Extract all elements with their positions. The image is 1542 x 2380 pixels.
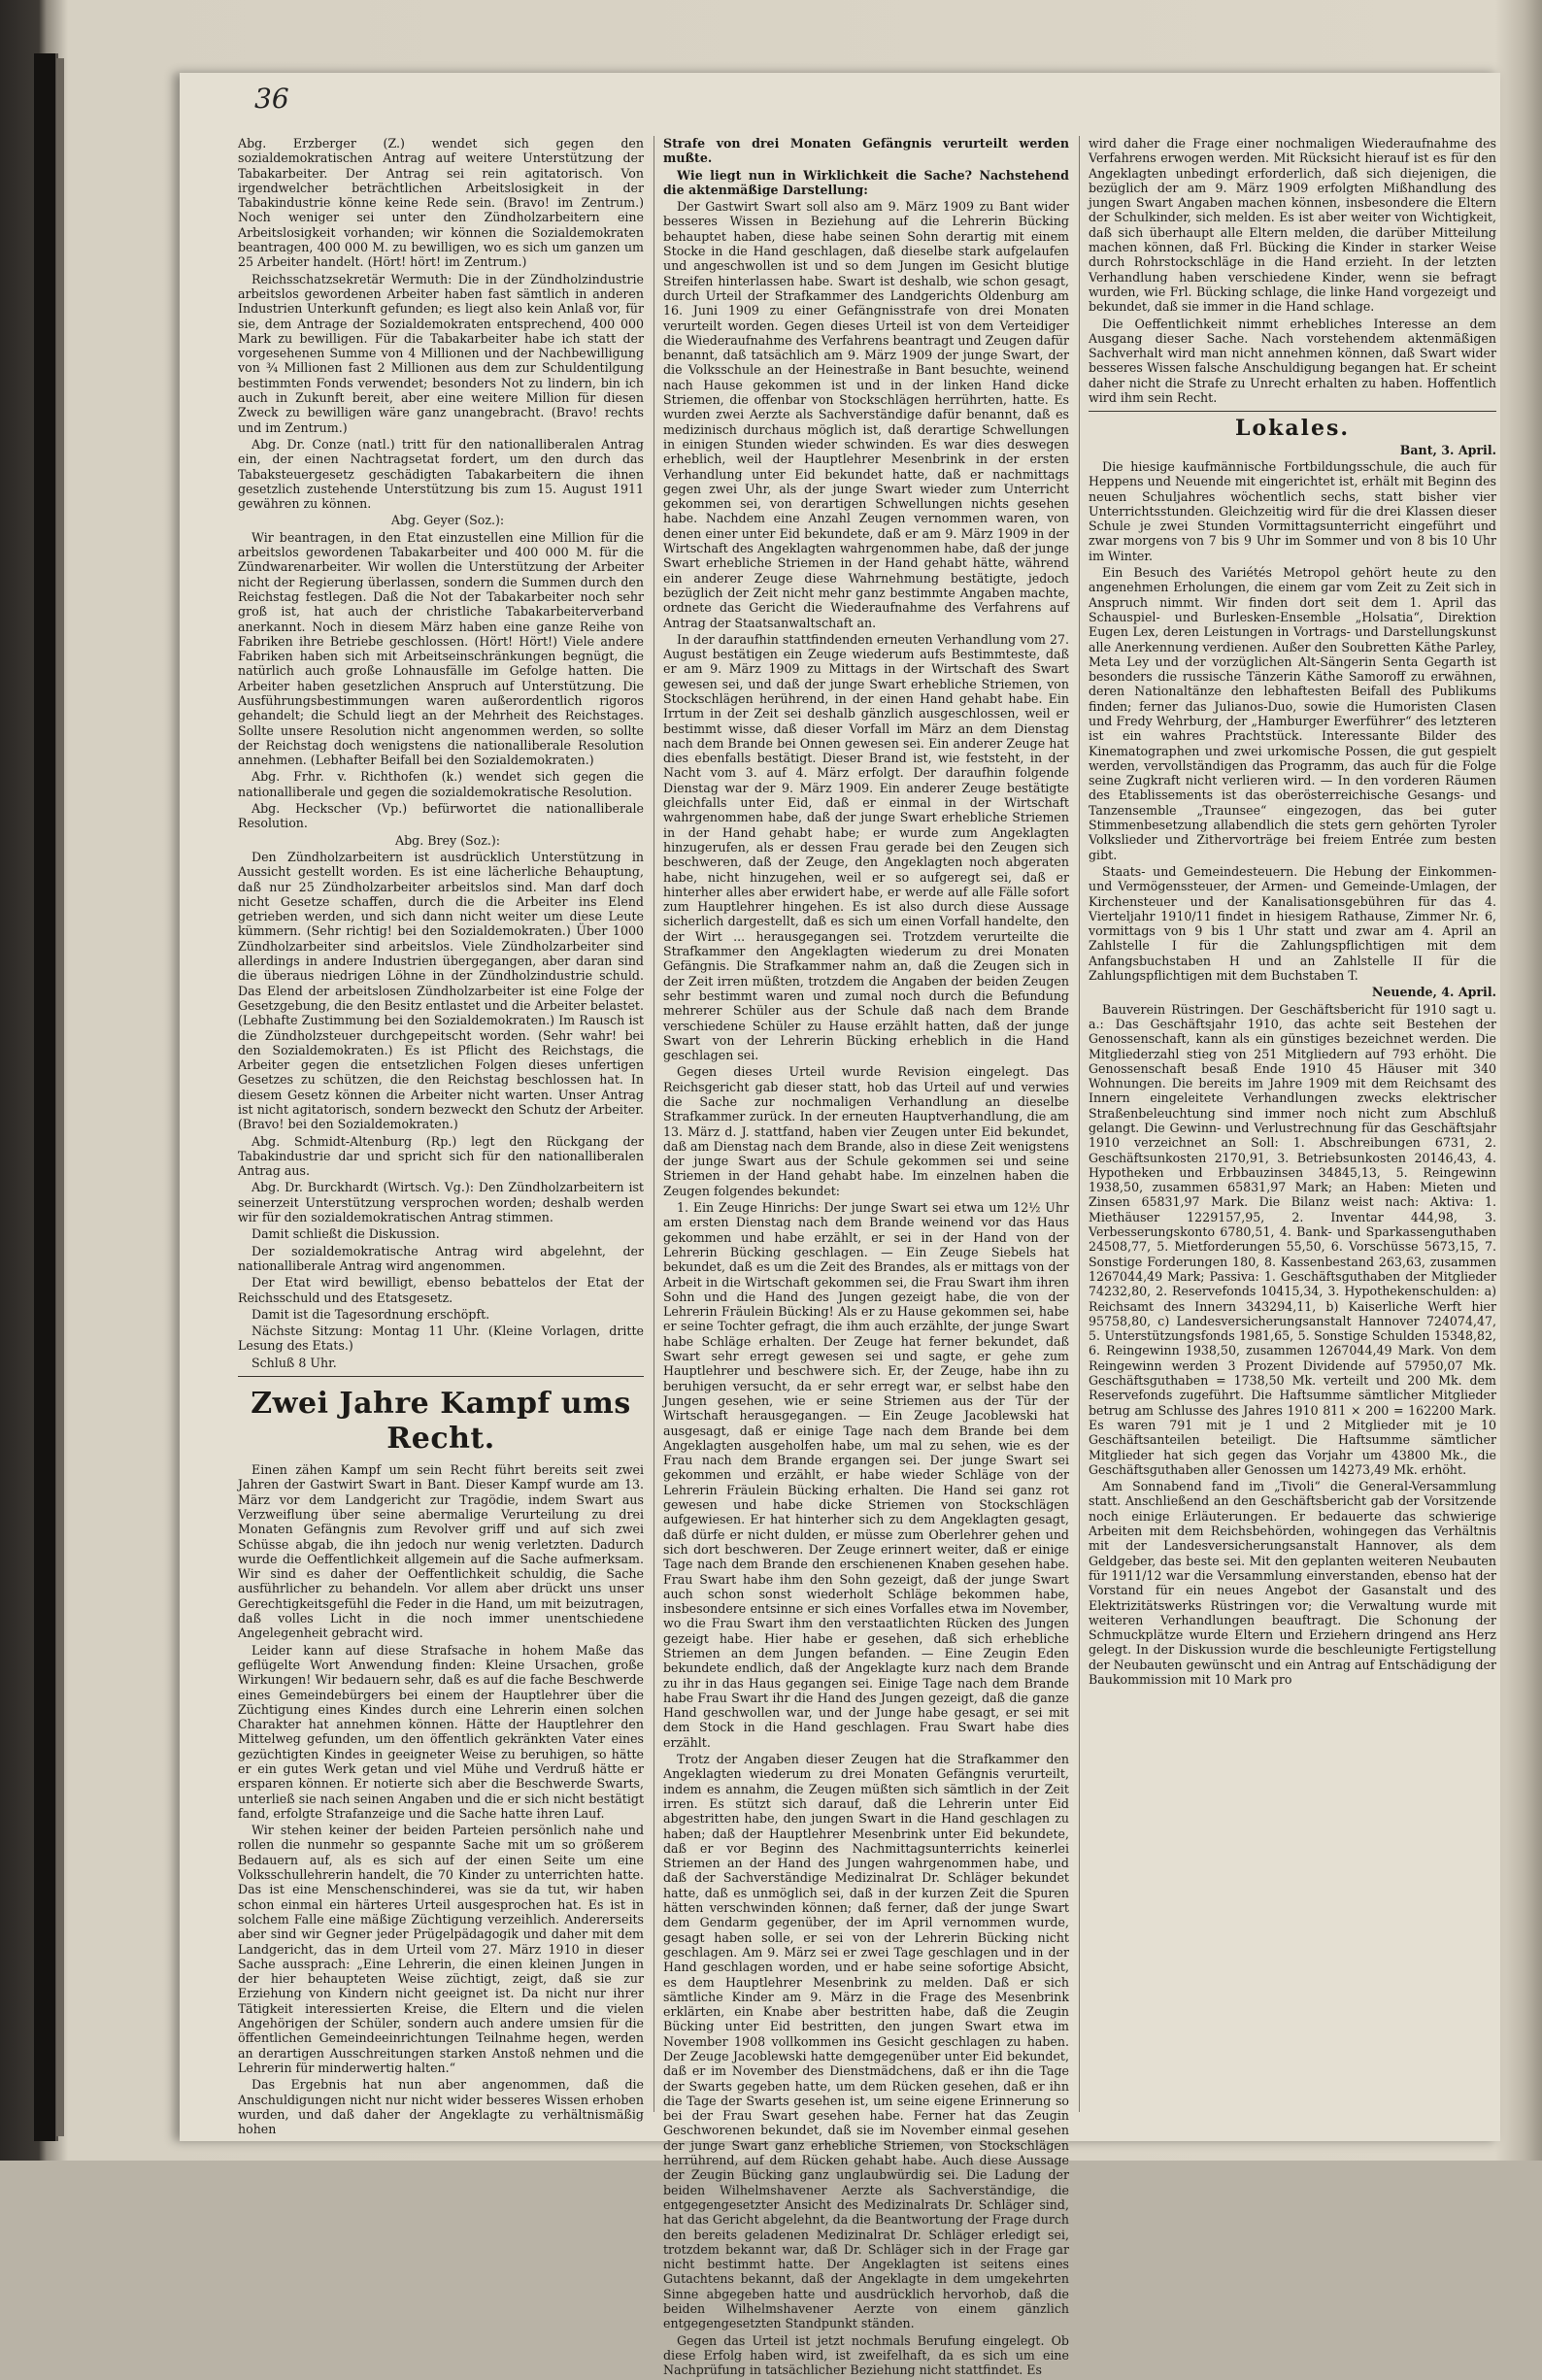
paragraph: Damit schließt die Diskussion.: [251, 1226, 440, 1242]
paragraph: Reichsschatzsekretär Wermuth: Die in der Zündholzindustrie arbeitslos gewordenen Arbeiter haben fast sämtlich in anderen Industrien Unterkunft gefunden; es liegt also kein Anlaß vor, für sie, dem Antrage der Sozialdemokraten entsprechend, 400 000 Mark zu bewilligen. Für die Tabakarbeiter habe ich statt der vorgesehenen Summe von 4 Millionen und der Nachbewilligung von ¾ Millionen fast 2 Millionen aus dem zur Schuldentilgung bestimmten Fonds verwendet; besonders Not zu lindern, bin ich auch in Zukunft bereit, aber eine weitere Million für diesen Zweck zu bewilligen wäre ganz unangebracht. (Bravo! rechts und im Zentrum.): [238, 271, 644, 435]
dateline: Neuende, 4. April.: [1371, 985, 1496, 1000]
speaker-line: Abg. Brey (Soz.):: [395, 832, 500, 848]
paragraph: Staats- und Gemeindesteuern. Die Hebung der Einkommen- und Vermögenssteuer, der Armen- und Gemeinde-Umlagen, der Kirchensteuer und der Kanalisationsgebühren für das 4. Vierteljahr 1910/11 findet in hiesigem Rathause, Zimmer Nr. 6, vormittags von 9 bis 1 Uhr statt und zwar am 4. April an Zahlstelle I für die Zahlungspflichtigen mit dem Anfangsbuchstaben H und an Zahlstelle II für die Zahlungspflichtigen mit dem Buchstaben T.: [1089, 863, 1496, 984]
column-1: [238, 136, 644, 2138]
paragraph: In der daraufhin stattfindenden erneuten Verhandlung vom 27. August bestätigen ein Zeuge wiederum aufs Bestimmteste, daß er am 9. März 1909 zu Mittags in der Wirtschaft des Swart gewesen sei, und daß der junge Swart erhebliche Striemen, von Stockschlägen herührend, in der einen Hand gehabt habe. Ein Irrtum in der Zeit sei deshalb gänzlich ausgeschlossen, weil er bestimmt wisse, daß dieser Vorfall im März an dem Dienstag nach dem Brande bei Onnen gewesen sei. Ein anderer Zeuge hat dies ebenfalls bestätigt. Dieser Brand ist, wie feststeht, in der Nacht vom 3. auf 4. März erfolgt. Der daraufhin folgende Dienstag war der 9. März 1909. Ein anderer Zeuge bestätigte gleichfalls unter Eid, daß er einmal in der Wirtschaft wahrgenommen habe, daß der junge Swart erhebliche Striemen in der Hand gehabt habe; er wurde zum Angeklagten hinzugerufen, als er dessen Frau gerade bei den Zeugen sich beschweren, daß der Zeuge, den Angeklagten noch abgeraten habe, nicht hinzugehen, weil er so aufgeregt sei, daß er hinterher alles aber erwidert habe, er werde auf alle Fälle sofort zum Hauptlehrer hingehen. Es ist also durch diese Aussage sicherlich dargestellt, daß es sich um einen Vorfall handelte, den der Wirt ... herausgegangen sei. Trotzdem verurteilte die Strafkammer den Angeklagten wiederum zu drei Monaten Gefängnis. Die Strafkammer nahm an, daß die Zeugen sich in der Zeit irren müßten, trotzdem die Angaben der beiden Zeugen sehr bestimmt waren und zumal noch durch die Befundung mehrerer Schüler aus der Schule daß nach dem Brande verschiedene Schüler zu Hause erzählt hatten, daß der junge Swart von der Lehrerin Bücking erheblich in die Hand geschlagen sei.: [663, 631, 1069, 1063]
paragraph: Die hiesige kaufmännische Fortbildungsschule, die auch für Heppens und Neuende mit eingerichtet ist, erhält mit Beginn des neuen Schuljahres wöchentlich sechs, statt bisher vier Unterrichtsstunden. Gleichzeitig wird für die drei Klassen dieser Schule je zwei Stunden Vormittagsunterricht eingeführt und zwar morgens von 7 bis 9 Uhr im Sommer und von 8 bis 10 Uhr im Winter.: [1089, 458, 1496, 563]
divider: [238, 1376, 644, 1377]
paragraph: Am Sonnabend fand im „Tivoli“ die General-Versammlung statt. Anschließend an den Geschäftsbericht gab der Vorsitzende noch einige Erläuterungen. Er bedauerte das schwierige Arbeiten mit dem Reichsbehörden, wohingegen das Verhältnis mit der Landesversicherungsanstalt Hannover, als dem Geldgeber, das beste sei. Mit den geplanten weiteren Neubauten für 1911/12 war die Versammlung einverstanden, ebenso hat der Vorstand für ein neues Angebot der Gasanstalt und des Elektrizitätswerks Rüstringen vor; die Verwaltung wurde mit weiteren Verhandlungen beauftragt. Die Schonung der Schmuckplätze wurde Eltern und Erziehern dringend ans Herz gelegt. In der Diskussion wurde die beschleunigte Fertigstellung der Neubauten gewünscht und ein Antrag auf Entschädigung der Baukommission mit 10 Mark pro: [1089, 1479, 1496, 1687]
paragraph: Das Ergebnis hat nun aber angenommen, daß die Anschuldigungen nicht nur nicht wider besseres Wissen erhoben wurden, und daß daher der Angeklagte zu verhältnismäßig hohen: [238, 2077, 644, 2137]
paragraph: Der Gastwirt Swart soll also am 9. März 1909 zu Bant wider besseres Wissen in Beziehung auf die Lehrerin Bücking behauptet haben, diese habe seinen Sohn derartig mit einem Stocke in die Hand geschlagen, daß dieselbe stark aufgelaufen und angeschwollen ist und so dem Jungen im Gesicht blutige Streifen hinterlassen habe. Swart ist deshalb, wie schon gesagt, durch Urteil der Strafkammer des Landgerichts Oldenburg am 16. Juni 1909 zu einer Gefängnisstrafe von drei Monaten verurteilt worden. Gegen dieses Urteil ist von dem Verteidiger die Wiederaufnahme des Verfahrens beantragt und Zeugen dafür benannt, daß tatsächlich am 9. März 1909 der junge Swart, der die Volksschule an der Heinestraße in Bant besuchte, weinend nach Hause gekommen ist und in der linken Hand dicke Striemen, die offenbar von Stockschlägen herrührten, hatte. Es wurden zwei Aerzte als Sachverständige dafür benannt, daß es medizinisch durchaus möglich ist, daß derartige Schwellungen in einigen Stunden wieder schwinden. Es war dies deswegen erheblich, weil der Hauptlehrer Mesenbrink in der ersten Verhandlung unter Eid bekundet hatte, daß er nachmittags gegen zwei Uhr, als der junge Swart wieder zum Unterricht gekommen sei, von derartigen Schwellungen nichts gesehen habe. Nachdem eine Anzahl Zeugen vernommen waren, von denen einer unter Eid bekundete, daß er am 9. März 1909 in der Wirtschaft des Angeklagten wahrgenommen habe, daß der junge Swart erhebliche Striemen in der Hand gehabt hätte, während ein anderer Zeuge diese Wahrnehmung bestätigte, jedoch bezüglich der Zeit nicht mehr ganz bestimmte Angaben machte, ordnete das Gericht die Wiederaufnahme des Verfahrens auf Antrag der Staatsanwaltschaft an.: [663, 199, 1069, 630]
paragraph: Leider kann auf diese Strafsache in hohem Maße das geflügelte Wort Anwendung finden: Kleine Ursachen, große Wirkungen! Wir bedauern sehr, daß es auf die fache Beschwerde eines Gemeindebürgers bei einem der Hauptlehrer über die Züchtigung eines Kindes durch eine Lehrerin einen solchen Charakter hat annehmen können. Hätte der Hauptlehrer den Mittelweg gefunden, um den öffentlich gekränkten Vater eines gezüchtigten Kindes in geeigneter Weise zu beruhigen, so hätte er ein gutes Werk getan und viel Mühe und Verdruß hätte er ersparen können. Er notierte sich aber die Beschwerde Swarts, unterließ sie nach seinen Angaben und die er sich nicht bestätigt fand, erfolgte Strafanzeige und die Sache hatte ihren Lauf.: [238, 1642, 644, 1821]
column-3: [1089, 136, 1496, 1689]
paragraph: Schluß 8 Uhr.: [251, 1355, 337, 1370]
paragraph: Abg. Schmidt-Altenburg (Rp.) legt den Rückgang der Tabakindustrie dar und spricht sich für den nationalliberalen Antrag aus.: [238, 1133, 644, 1179]
divider: [1089, 411, 1496, 412]
book-binding: [34, 53, 58, 2141]
paragraph: Nächste Sitzung: Montag 11 Uhr. (Kleine Vorlagen, dritte Lesung des Etats.): [238, 1324, 644, 1354]
paragraph: Den Zündholzarbeitern ist ausdrücklich Unterstützung in Aussicht gestellt worden. Es ist eine lächerliche Behauptung, daß nur 25 Zündholzarbeiter arbeitslos sind. Man darf doch nicht Gesetze schaffen, durch die die Arbeiter ins Elend getrieben werden, und sich dann nicht weiter um diese Leute kümmern. (Sehr richtig! bei den Sozialdemokraten.) Über 1000 Zündholzarbeiter sind arbeitslos. Viele Zündholzarbeiter sind allerdings in andere Industrien übergegangen, aber daran sind die überaus niedrigen Löhne in der Zündholzindustrie schuld. Das Elend der arbeitslosen Zündholzarbeiter ist eine Folge der Gesetzgebung, die den Besitz entlastet und die Arbeiter belastet. (Lebhafte Zustimmung bei den Sozialdemokraten.) Im Rausch ist die Zündholzsteuer durchgepeitscht worden. (Sehr wahr! bei den Sozialdemokraten.) Es ist Pflicht des Reichstags, die Arbeiter gegen die entsetzlichen Folgen dieses unfertigen Gesetzes zu schützen, die den Reichstag beschlossen hat. In diesem Gesetz können die Arbeiter nicht warten. Unser Antrag ist nicht agitatorisch, sondern bezweckt den Schutz der Arbeiter. (Bravo! bei den Sozialdemokraten.): [238, 849, 644, 1132]
paragraph: Der sozialdemokratische Antrag wird abgelehnt, der nationalliberale Antrag wird angenommen.: [238, 1243, 644, 1273]
page-number: 36: [254, 83, 289, 115]
paragraph: wird daher die Frage einer nochmaligen Wiederaufnahme des Verfahrens erwogen werden. Mit Rücksicht hierauf ist es für den Angeklagten unbedingt erforderlich, daß sich diejenigen, die bezüglich der am 9. März 1909 erfolgten Mißhandlung des jungen Swart Angaben machen können, insbesondere die Eltern der Schulkinder, sich melden. Es ist aber weiter von Wichtigkeit, daß sich überhaupt alle Eltern melden, die darüber Mitteilung machen können, daß Frl. Bücking die Kinder in starker Weise durch Rohrstockschläge in die Hand erzieht. In der letzten Verhandlung haben verschiedene Kinder, wenn sie befragt wurden, wie Frl. Bücking schlage, die linke Hand vorgezeigt und bekundet, daß sie immer in die Hand schlage.: [1089, 136, 1496, 315]
paragraph: Wir beantragen, in den Etat einzustellen eine Million für die arbeitslos gewordenen Tabakarbeiter und 400 000 M. für die Zündwarenarbeiter. Wir wollen die Unterstützung der Arbeiter nicht der Regierung überlassen, sondern die Summen durch den Reichstag festlegen. Daß die Not der Tabakarbeiter noch sehr groß ist, hat auch der christliche Tabakarbeiterverband anerkannt. Noch in diesem März haben eine ganze Reihe von Fabriken ihre Betriebe geschlossen. (Hört! Hört!) Viele andere Fabriken haben sich mit Arbeitseinschränkungen begnügt, die natürlich auch große Lohnausfälle im Gefolge hatten. Die Arbeiter haben gesetzlichen Anspruch auf Unterstützung. Die Ausführungsbestimmungen waren außerordentlich rigoros gehandelt; die Schuld liegt an der Mehrheit des Reichstages. Sollte unsere Resolution nicht angenommen werden, so sollte der Reichstag doch wenigstens die nationalliberale Resolution annehmen. (Lebhafter Beifall bei den Sozialdemokraten.): [238, 529, 644, 768]
paragraph: Ein Besuch des Variétés Metropol gehört heute zu den angenehmen Erholungen, die einem gar vom Zeit zu Zeit sich in Anspruch nimmt. Wir finden dort seit dem 1. April das Schauspiel- und Burlesken-Ensemble „Holsatia“, Direktion Eugen Lex, deren Leistungen in Vortrags- und Darstellungskunst alle Anerkennung verdienen. Außer den Soubretten Käthe Parley, Meta Ley und der vorzüglichen Alt-Sängerin Senta Gegarth ist besonders die russische Tänzerin Käthe Samoroff zu erwähnen, deren Nationaltänze den lebhaftesten Beifall des Publikums finden; ferner das Julianos-Duo, sowie die Humoristen Clasen und Fredy Wehrburg, der „Hamburger Ewerführer“ des letzteren ist ein wahres Prachtstück. Interessante Bilder des Kinematographen und zwei urkomische Possen, die gut gespielt werden, vervollständigen das Programm, das auch für die Folge seine Zugkraft nicht verlieren wird. — In den vorderen Räumen des Etablissements ist das oberösterreichische Gesangs- und Tanzensemble „Traunsee“ eingezogen, das bei guter Stimmenbesetzung allabendlich die stets gern gehörten Tyroler Volkslieder und Zithervorträge bei freiem Entrée zum besten gibt.: [1089, 565, 1496, 862]
paragraph: Abg. Frhr. v. Richthofen (k.) wendet sich gegen die nationalliberale und gegen die sozialdemokratische Resolution.: [238, 769, 644, 799]
paragraph: Abg. Heckscher (Vp.) befürwortet die nationalliberale Resolution.: [238, 801, 644, 831]
column-rule: [1079, 136, 1080, 2112]
speaker-line: Abg. Geyer (Soz.):: [390, 513, 505, 528]
article-headline: Zwei Jahre Kampf ums Recht.: [251, 1387, 631, 1457]
paragraph: Wir stehen keiner der beiden Parteien persönlich nahe und rollen die nunmehr so gespannte Sache mit um so größerem Bedauern auf, als es sich auf der einen Seite um eine Volksschullehrerin handelt, die 70 Kinder zu unterrichten hatte. Das ist eine Menschenschinderei, was sie da tut, wir haben schon einmal ein härteres Urteil ausgesprochen hat. Es ist in solchem Falle eine mäßige Züchtigung verzeihlich. Andererseits aber sind wir Gegner jeder Prügelpädagogik und daher mit dem Landgericht, das in dem Urteil vom 27. März 1910 in dieser Sache aussprach: „Eine Lehrerin, die einen kleinen Jungen in der hier behaupteten Weise züchtigt, zeigt, daß sie zur Erziehung von Kindern nicht geeignet ist. Da nicht nur ihrer Tätigkeit interessierten Kreise, die Eltern und die vielen Angehörigen der Schüler, sondern auch andere umsien für die öffentlichen Gemeindeeinrichtungen Teilnahme hegen, werden an derartigen Ausschreitungen starken Anstoß nehmen und die Lehrerin für minderwertig halten.“: [238, 1823, 644, 2075]
paragraph: Abg. Erzberger (Z.) wendet sich gegen den sozialdemokratischen Antrag auf weitere Unterstützung der Tabakarbeiter. Der Antrag sei rein agitatorisch. Von irgendwelcher beträchtlichen Arbeitslosigkeit in der Tabakindustrie könne keine Rede sein. (Bravo! im Zentrum.) Noch weniger sei unter den Zündholzarbeitern eine Arbeitslosigkeit vorhanden; wir können die Sozialdemokraten beantragen, 400 000 M. zu bewilligen, wo es sich um ganzen um 25 Arbeiter handelt. (Hört! hört! im Zentrum.): [238, 136, 644, 270]
section-title: Lokales.: [1234, 416, 1351, 442]
paragraph: Der Etat wird bewilligt, ebenso bebattelos der Etat der Reichsschuld und des Etatsgesetz.: [238, 1275, 644, 1305]
paragraph: Gegen dieses Urteil wurde Revision eingelegt. Das Reichsgericht gab dieser statt, hob das Urteil auf und verwies die Sache zur nochmaligen Verhandlung an dieselbe Strafkammer zurück. In der erneuten Hauptverhandlung, die am 13. März d. J. stattfand, haben vier Zeugen unter Eid bekundet, daß am Dienstag nach dem Brande, also in diese Zeit wenigstens der junge Swart aus der Schule gekommen sei und seine Striemen in der Hand gehabt habe. Im einzelnen haben die Zeugen folgendes bekundet:: [663, 1064, 1069, 1198]
paragraph: Abg. Dr. Conze (natl.) tritt für den nationalliberalen Antrag ein, der einen Nachtragsetat fordert, um den durch das Tabaksteuergesetz geschädigten Tabakarbeitern die ihnen gesetzlich zustehende Unterstützung bis zum 15. August 1911 gewähren zu können.: [238, 436, 644, 512]
paragraph: Wie liegt nun in Wirklichkeit die Sache? Nachstehend die aktenmäßige Darstellung:: [663, 167, 1069, 197]
dateline: Bant, 3. April.: [1399, 442, 1496, 457]
paragraph: Damit ist die Tagesordnung erschöpft.: [251, 1306, 490, 1322]
paragraph: Bauverein Rüstringen. Der Geschäftsbericht für 1910 sagt u. a.: Das Geschäftsjahr 1910, das achte seit Bestehen der Genossenschaft, kann als ein günstiges bezeichnet werden. Die Mitgliederzahl stieg von 251 Mitgliedern auf 793 erhöht. Die Genossenschaft besaß Ende 1910 45 Häuser mit 340 Wohnungen. Die bereits im Jahre 1909 mit dem Reichsamt des Innern eingeleitete Verhandlungen zwecks elektrischer Straßenbeleuchtung sind immer noch nicht zum Abschluß gelangt. Die Gewinn- und Verlustrechnung für das Geschäftsjahr 1910 verzeichnet an Soll: 1. Abschreibungen 6731, 2. Geschäftsunkosten 2170,91, 3. Betriebsunkosten 20146,43, 4. Hypotheken und Erbbauzinsen 34845,13, 5. Reingewinn 1938,50, zusammen 65831,97 Mark; an Haben: Mieten und Zinsen 65831,97 Mark. Die Bilanz weist nach: Aktiva: 1. Miethäuser 1229157,95, 2. Inventar 444,98, 3. Verbesserungskonto 6780,51, 4. Bank- und Sparkassenguthaben 24508,77, 5. Mietforderungen 55,50, 6. Vorschüsse 5673,15, 7. Sonstige Forderungen 180, 8. Kassenbestand 263,63, zusammen 1267044,49 Mark; Passiva: 1. Geschäftsguthaben der Mitglieder 74232,80, 2. Reservefonds 10415,34, 3. Hypothekenschulden: a) Reichsamt des Innern 343294,11, b) Kaiserliche Werft hier 95758,80, c) Landesversicherungsanstalt Hannover 724074,47, 5. Unterstützungsfonds 1981,65, 5. Sonstige Schulden 15348,82, 6. Reingewinn 1938,50, zusammen 1267044,49 Mark. Von dem Reingewinn werden 3 Prozent Dividende auf 57950,07 Mk. Geschäftsguthaben = 1738,50 Mk. verteilt und 200 Mk. dem Reservefonds zugeführt. Die Haftsumme sämtlicher Mitglieder betrug am Schlusse des Jahres 1910 811 × 200 = 162200 Mark. Es waren 791 mit je 1 und 2 Mitglieder mit je 10 Geschäftsanteilen beteiligt. Die Haftsumme sämtlicher Mitglieder hat sich gegen das Vorjahr um 43800 Mk., die Geschäftsguthaben aller Genossen um 14273,49 Mk. erhöht.: [1089, 1001, 1496, 1477]
paragraph: Gegen das Urteil ist jetzt nochmals Berufung eingelegt. Ob diese Erfolg haben wird, ist zweifelhaft, da es sich um eine Nachprüfung in tatsächlicher Beziehung nicht stattfindet. Es: [663, 2332, 1069, 2378]
paragraph: 1. Ein Zeuge Hinrichs: Der junge Swart sei etwa um 12½ Uhr am ersten Dienstag nach dem Brande weinend vor das Haus gekommen und habe erzählt, er sei in der Hand von der Lehrerin Bücking geschlagen. — Ein Zeuge Siebels hat bekundet, daß es um die Zeit des Brandes, als er mittags von der Arbeit in die Wirtschaft gekommen sei, die Frau Swart ihm ihren Sohn und die Hand des Jungen gezeigt habe, die von der Lehrerin Fräulein Bücking! Als er zu Hause gekommen sei, habe er seine Tochter gefragt, die ihm auch erzählte, der junge Swart habe Schläge erhalten. Der Zeuge hat ferner bekundet, daß Swart sehr erregt gewesen sei und sagte, er gehe zum Hauptlehrer und beschwere sich. Er, der Zeuge, habe ihn zu beruhigen versucht, da er sehr erregt war, er selbst habe den Jungen gesehen, wie er seine Striemen aus der Tür der Wirtschaft herausgegangen. — Ein Zeuge Jacoblewski hat ausgesagt, daß er einige Tage nach dem Brande bei dem Angeklagten ausgeholfen habe, um mal zu sehen, wie es der Frau nach dem Brande ergangen sei. Der junge Swart sei gekommen und erzählt, er habe wieder Schläge von der Lehrerin Fräulein Bücking erhalten. Die Hand sei ganz rot gewesen und habe dicke Striemen von Stockschlägen aufgewiesen. Er hat hinterher sich zu dem Angeklagten gesagt, daß dürfe er nicht dulden, er müsse zum Oberlehrer gehen und sich dort beschweren. Der Zeuge erinnert weiter, daß er einige Tage nach dem Brande den erschienenen Knaben gesehen habe. Frau Swart habe ihm den Sohn gezeigt, daß der junge Swart auch schon sonst wiederholt Schläge bekommen habe, insbesondere entsinne er sich eines Vorfalles etwa im November, wo die Frau Swart ihm den verstaatlichten Rücken des Jungen gezeigt habe. Hier habe er gesehen, daß sich erhebliche Striemen an dem Jungen befanden. — Eine Zeugin Eden bekundete endlich, daß der Angeklagte kurz nach dem Brande zu ihr in das Haus gegangen sei. Einige Tage nach dem Brande habe Frau Swart ihr die Hand des Jungen gezeigt, daß die ganze Hand geschwollen war, und der Junge habe gesagt, er sei mit dem Stock in die Hand geschlagen. Frau Swart habe dies erzählt.: [663, 1200, 1069, 1750]
paragraph: Trotz der Angaben dieser Zeugen hat die Strafkammer den Angeklagten wiederum zu drei Monaten Gefängnis verurteilt, indem es annahm, die Zeugen müßten sich sämtlich in der Zeit irren. Es stützt sich darauf, daß die Lehrerin unter Eid abgestritten habe, den jungen Swart in die Hand geschlagen zu haben; daß der Hauptlehrer Mesenbrink unter Eid bekundete, daß er vor Beginn des Nachmittagsunterrichts keinerlei Striemen an der Hand des Jungen wahrgenommen habe, und daß der Sachverständige Medizinalrat Dr. Schläger bekundet hatte, daß es unmöglich sei, daß in der kurzen Zeit die Spuren hätten verschwinden können; daß ferner, daß der junge Swart dem Gendarm gegenüber, der im April vernommen wurde, gesagt haben solle, er sei von der Lehrerin Bücking nicht geschlagen. Am 9. März sei er zwei Tage geschlagen und in der Hand geschlagen worden, und er habe seine sofortige Absicht, es dem Hauptlehrer Mesenbrink zu melden. Daß er sich sämtliche Kinder am 9. März in die Frage des Mesenbrink erklärten, ein Knabe aber bestritten habe, daß die Zeugin Bücking unter Eid bestritten, den jungen Swart etwa im November 1908 vollkommen ins Gesicht geschlagen zu haben. Der Zeuge Jacoblewski hatte demgegenüber unter Eid bekundet, daß er im November des Dienstmädchens, daß er ihn die Tage der Swarts gegeben hatte, um dem Rücken gesehen, daß er ihn die Tage der Swarts gesehen ist, um seine eigene Erinnerung so bei der Frau Swart gesehen habe. Ferner hat das Zeugin Geschworenen bekundet, daß sie im November einmal gesehen der junge Swart ganz erhebliche Striemen, von Stockschlägen herrührend, auf dem Rücken gehabt habe. Auch diese Aussage der Zeugin Bücking ganz unglaubwürdig sei. Die Ladung der beiden Wilhelmshavener Aerzte als Sachverständige, die entgegengesetzter Ansicht des Medizinalrats Dr. Schläger sind, hat das Gericht abgelehnt, da die Beantwortung der Frage durch den bereits geladenen Medizinalrat Dr. Schläger erledigt sei, trotzdem bekannt war, daß Dr. Schläger sich in der Frage gar nicht bestimmt hatte. Der Angeklagten ist seitens eines Gutachtens bekannt, daß der Angeklagte in dem umgekehrten Sinne abgegeben hatte und ausdrücklich hervorhob, daß die beiden Wilhelmshavener Aerzte von einem gänzlich entgegengesetzten Standpunkt ständen.: [663, 1752, 1069, 2331]
paragraph: Abg. Dr. Burckhardt (Wirtsch. Vg.): Den Zündholzarbeitern ist seinerzeit Unterstützung versprochen worden; deshalb werden wir für den sozialdemokratischen Antrag stimmen.: [238, 1180, 644, 1225]
paragraph: Einen zähen Kampf um sein Recht führt bereits seit zwei Jahren der Gastwirt Swart in Bant. Dieser Kampf wurde am 13. März vor dem Landgericht zur Tragödie, indem Swart aus Verzweiflung über seine abermalige Verurteilung zu drei Monaten Gefängnis zum Revolver griff und auf sich zwei Schüsse abgab, die ihn jedoch nur wenig verletzten. Dadurch wurde die Oeffentlichkeit allgemein auf die Sache aufmerksam. Wir sind es daher der Oeffentlichkeit schuldig, die Sache ausführlicher zu behandeln. Vor allem aber drückt uns unser Gerechtigkeitsgefühl die Feder in die Hand, um mit beizutragen, daß volles Licht in die noch immer unentschiedene Angelegenheit gebracht wird.: [238, 1462, 644, 1641]
paragraph: Strafe von drei Monaten Gefängnis verurteilt werden mußte.: [663, 136, 1069, 166]
binding-edge: [56, 58, 64, 2136]
column-2: [663, 136, 1069, 2380]
paragraph: Die Oeffentlichkeit nimmt erhebliches Interesse an dem Ausgang dieser Sache. Nach vorstehendem aktenmäßigen Sachverhalt wird man nicht annehmen können, daß Swart wider besseres Wissen falsche Anschuldigung begangen hat. Er scheint daher nicht die Strafe zu Unrecht erhalten zu haben. Hoffentlich wird ihm sein Recht.: [1089, 316, 1496, 406]
